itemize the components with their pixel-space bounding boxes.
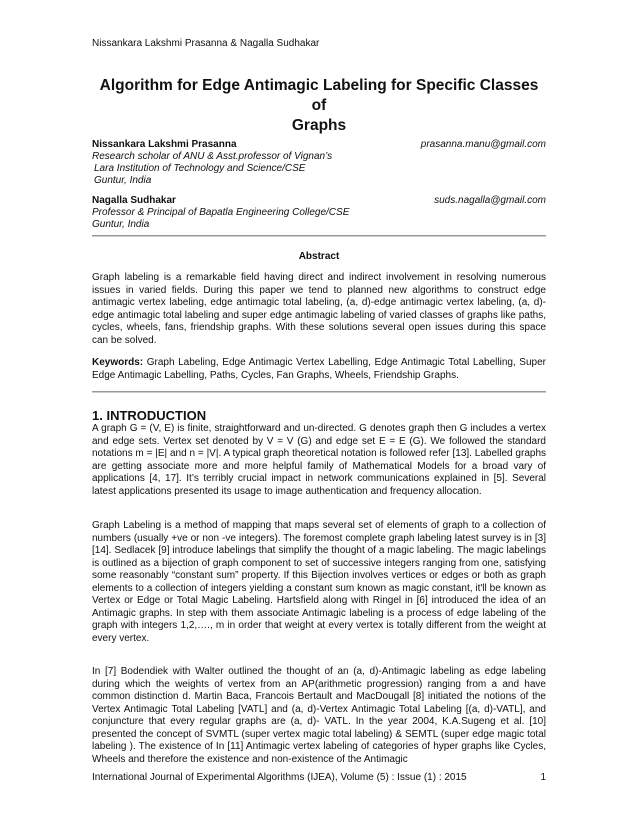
page-number: 1 bbox=[540, 772, 546, 783]
author-block-2 bbox=[92, 195, 546, 231]
author-email[interactable]: prasanna.manu@gmail.com bbox=[420, 139, 546, 150]
author-email[interactable]: suds.nagalla@gmail.com bbox=[434, 195, 546, 206]
divider bbox=[92, 391, 546, 392]
author-affiliation: Lara Institution of Technology and Science/CSE bbox=[94, 163, 306, 174]
body-paragraph: Graph Labeling is a method of mapping that maps several set of elements of graph to a collection of numbers (usually +ve or non -ve integers). The foremost complete graph labeling latest survey is in [3] [14]. Sedlacek [9] introduce labelings that simplify the thought of a magic labeling. The magic labelings is outlined as a bijection of graph component to set of successive integers ranging from one, satisfying some reasonably “constant sum” property. If this Bijection involves vertices or edges or both as graph elements to a collection of integers yielding a constant sum known as magic constant, it'll be known as Vertex or Edge or Total Magic Labeling. Hartsfield along with Ringel in [6] introduced the idea of an Antimagic graphs. In step with them associate Antimagic labeling is a process of edge labeling of the graph with integers 1,2,…., m in order that weight at every vertex is totally different from the weight at every vertex. bbox=[92, 520, 546, 644]
title-line-2: Graphs bbox=[291, 117, 347, 134]
body-paragraph: In [7] Bodendiek with Walter outlined the thought of an (a, d)-Antimagic labeling as edge labeling during which the weights of vertex from an AP(arithmetic progression) ranging from a and have common distinction d. Martin Baca, Francois Bertault and MacDougall [8] initiated the notions of the Vertex Antimagic Total Labeling [VATL] and (a, d)-Vertex Antimagic Total Labeling [(a, d)-VATL], and conjuncture that every regular graphs are (a, d)- VATL. In the year 2004, K.A.Sugeng et al. [10] presented the concept of SVMTL (super vertex magic total labeling) & SEMTL (super edge magic total labeling ). The existence of In [11] Antimagic vertex labeling of categories of hyper graphs like Cycles, Wheels and therefore the existence and non-existence of the Antimagic bbox=[92, 666, 546, 765]
title-line-1: Algorithm for Edge Antimagic Labeling for Specific Classes of bbox=[99, 77, 539, 114]
author-name: Nissankara Lakshmi Prasanna bbox=[92, 139, 237, 150]
section-heading: 1. INTRODUCTION bbox=[92, 408, 207, 423]
keywords-label: Keywords: bbox=[92, 357, 144, 368]
keywords bbox=[92, 357, 546, 382]
paper-title bbox=[92, 76, 546, 136]
running-head: Nissankara Lakshmi Prasanna & Nagalla Sudhakar bbox=[92, 38, 320, 49]
page-footer bbox=[92, 772, 546, 783]
author-affiliation: Guntur, India bbox=[92, 219, 150, 230]
body-paragraph: A graph G = (V, E) is finite, straightforward and un-directed. G denotes graph then G includes a vertex and edge sets. Vertex set denoted by V = V (G) and edge set E = E (G). We followed the standard notations m = |E| and n = |V|. A typical graph theoretical notation is followed refer [13]. Labelled graphs are getting associate more and more helpful family of Mathematical Models for a broad vary of applications [4, 17]. It’s terribly crucial impact in network communications explained in [5]. Several latest applications presented its usage to image authentication and frequency allocation. bbox=[92, 423, 546, 497]
footer-journal: International Journal of Experimental Algorithms (IJEA), Volume (5) : Issue (1) : 2015 bbox=[92, 772, 467, 783]
divider bbox=[92, 235, 546, 236]
author-affiliation: Guntur, India bbox=[94, 175, 152, 186]
abstract-text: Graph labeling is a remarkable field having direct and indirect involvement in resolving numerous issues in varied fields. During this paper we tend to planned new algorithms to construct edge antimagic vertex labeling, edge antimagic total labeling, (a, d)-edge antimagic vertex labeling, (a, d)-edge antimagic total labeling and super edge antimagic labeling of varied classes of graphs like paths, cycles, wheels, fans, friendship graphs. With these solutions several open issues during this space can be solved. bbox=[92, 272, 546, 346]
author-affiliation: Professor & Principal of Bapatla Engineering College/CSE bbox=[92, 207, 350, 218]
keywords-text: Graph Labeling, Edge Antimagic Vertex Labelling, Edge Antimagic Total Labelling, Super Edge Antimagic Labelling, Paths, Cycles, Fan Graphs, Wheels, Friendship Graphs. bbox=[92, 357, 546, 381]
author-affiliation: Research scholar of ANU & Asst.professor of Vignan’s bbox=[92, 151, 333, 162]
author-name: Nagalla Sudhakar bbox=[92, 195, 176, 206]
abstract-heading: Abstract bbox=[298, 251, 340, 262]
author-block-1 bbox=[92, 139, 546, 187]
